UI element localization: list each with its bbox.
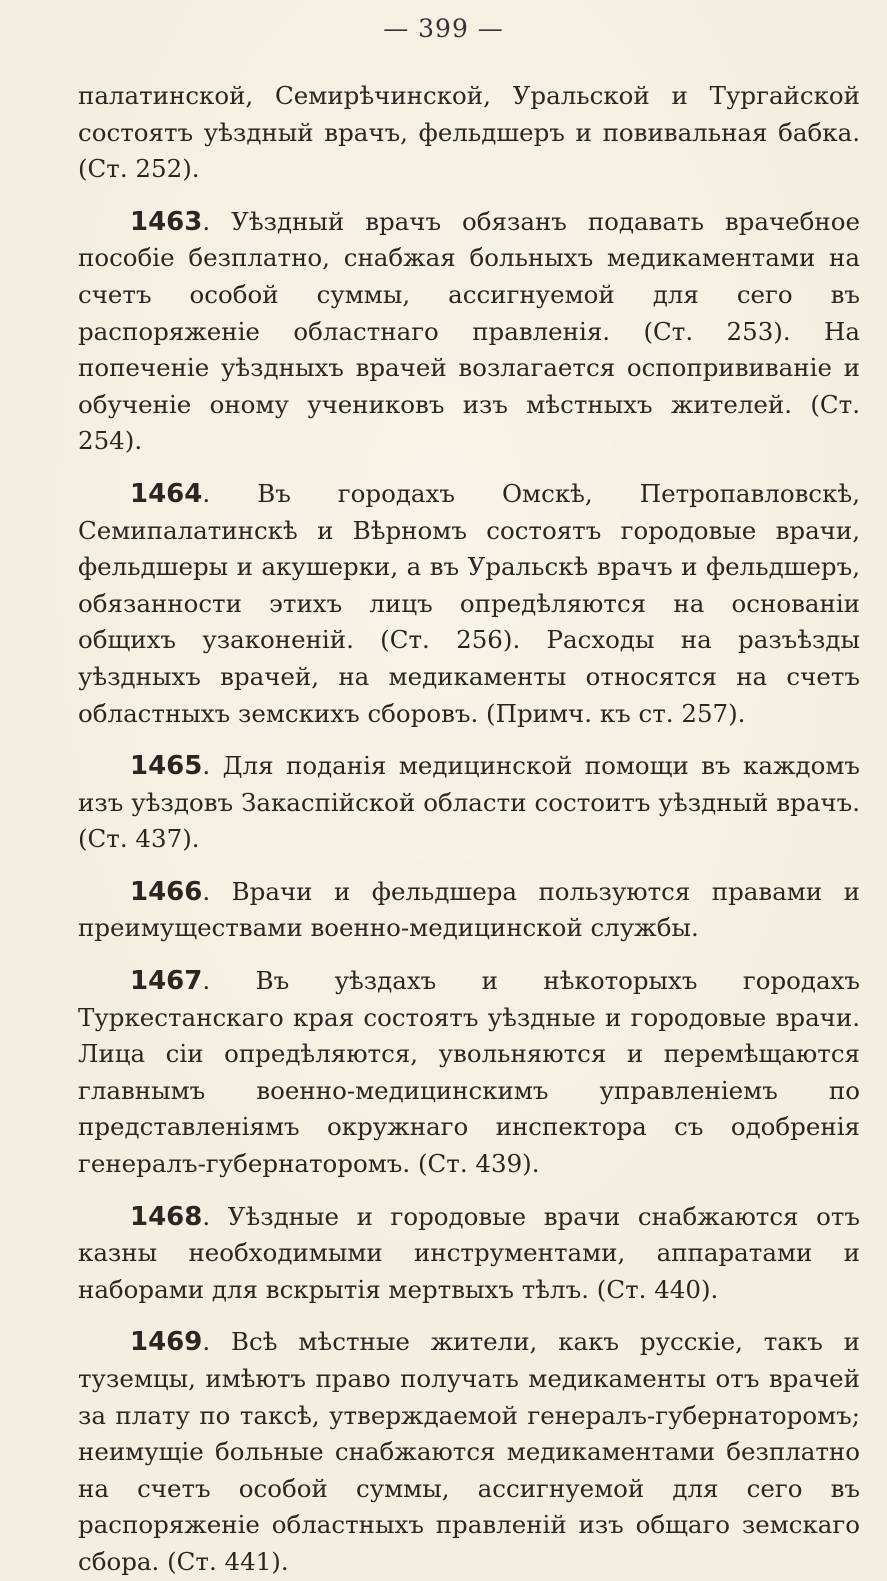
article-1467 bbox=[78, 963, 860, 1183]
article-number: 1469 bbox=[130, 1327, 203, 1358]
continuation-paragraph: палатинской, Семирѣчинской, Уральской и Тургайской состоятъ уѣздный врачъ, фельдшеръ и повивальная бабка. (Ст. 252). bbox=[78, 81, 860, 184]
article-number: 1465 bbox=[130, 751, 203, 782]
article-1468 bbox=[78, 1199, 860, 1309]
article-number: 1467 bbox=[130, 966, 203, 997]
article-text: . Уѣздный врачъ обязанъ подавать врачебное пособіе безплатно, снабжая больныхъ медикаментами на счетъ особой суммы, ассигнуемой для сего въ распоряженіе областнаго правленія. (Ст. 253). На попеченіе уѣздныхъ врачей возлагается оспопрививаніе и обученіе оному учениковъ изъ мѣстныхъ жителей. (Ст. 254). bbox=[78, 206, 860, 456]
article-text: . Для поданія медицинской помощи въ каждомъ изъ уѣздовъ Закаспійской области состоитъ уѣздный врачъ. (Ст. 437). bbox=[78, 751, 860, 854]
article-number: 1463 bbox=[130, 206, 203, 237]
article-number: 1466 bbox=[130, 876, 203, 907]
article-1466 bbox=[78, 874, 860, 947]
article-text: . Всѣ мѣстные жители, какъ русскіе, такъ и туземцы, имѣютъ право получать медикаменты отъ врачей за плату по таксѣ, утверждаемой генералъ-губернаторомъ; неимущіе больные снабжаются медикаментами безплатно на счетъ особой суммы, ассигнуемой для сего въ распоряженіе областныхъ правленій изъ общаго земскаго сбора. (Ст. 441). bbox=[78, 1327, 860, 1576]
article-1465 bbox=[78, 748, 860, 858]
article-1463 bbox=[78, 204, 860, 460]
page-number: — 399 — bbox=[383, 14, 504, 43]
article-text: . Въ городахъ Омскѣ, Петропавловскѣ, Семипалатинскѣ и Вѣрномъ состоятъ городовые врачи, фельдшеры и акушерки, а въ Уральскѣ врачъ и фельдшеръ, обязанности этихъ лицъ опредѣляются на основаніи общихъ узаконеній. (Ст. 256). Расходы на разъѣзды уѣздныхъ врачей, на медикаменты относятся на счетъ областныхъ земскихъ сборовъ. (Примч. къ ст. 257). bbox=[78, 478, 860, 728]
article-text: . Врачи и фельдшера пользуются правами и преимуществами военно-медицинской службы. bbox=[78, 876, 860, 943]
article-number: 1464 bbox=[130, 478, 203, 509]
article-text: . Уѣздные и городовые врачи снабжаются отъ казны необходимыми инструментами, аппаратами и наборами для вскрытія мертвыхъ тѣлъ. (Ст. 440). bbox=[78, 1201, 860, 1304]
article-text: . Въ уѣздахъ и нѣкоторыхъ городахъ Туркестанскаго края состоятъ уѣздные и городовые врачи. Лица сіи опредѣляются, увольняются и перемѣщаются главнымъ военно-медицинскимъ управленіемъ по представленіямъ окружнаго инспектора съ одобренія генералъ-губернаторомъ. (Ст. 439). bbox=[78, 966, 860, 1179]
article-1469 bbox=[78, 1324, 860, 1580]
page-body bbox=[78, 78, 860, 1581]
article-1464 bbox=[78, 476, 860, 732]
article-number: 1468 bbox=[130, 1201, 203, 1232]
